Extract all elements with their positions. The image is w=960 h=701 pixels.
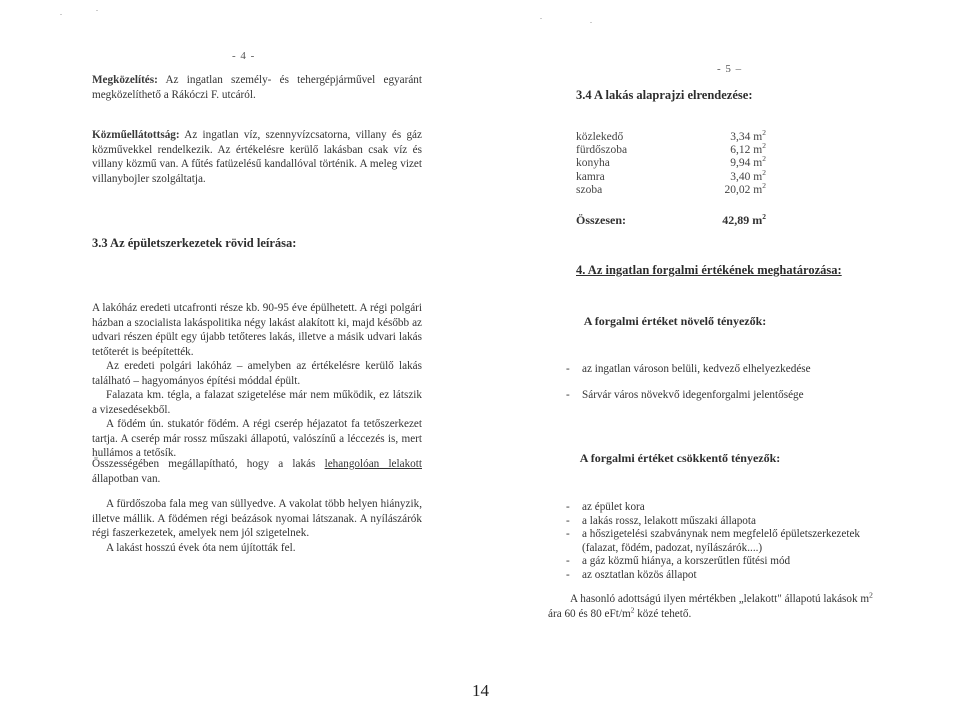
room-row <box>576 141 766 157</box>
room-area: 9,94 $m^2$ <box>730 154 766 170</box>
decrease-heading: A forgalmi értéket csökkentő tényezők: <box>579 451 781 465</box>
description-paragraph: A lakóház eredeti utcafronti része kb. 90-95 éve épülhetett. A régi polgári házban a szocialista lakáspolitika négy lakást alakított ki, majd később az udvari részen épült egy újabb tetőteres lakás, illetve a másik udvari lakás tetőterét is beépítették. <box>92 302 422 358</box>
section-heading-3-4: 3.4 A lakás alaprajzi elrendezése: <box>576 88 753 102</box>
right-page-number: - 5 – <box>717 63 743 75</box>
scan-speck <box>96 10 98 11</box>
summary-text: Összességében megállapítható, hogy a lakás <box>92 458 325 470</box>
list-item: - Sárvár város növekvő idegenforgalmi jelentősége <box>566 388 804 401</box>
room-area: 6,12 $m^2$ <box>730 141 766 157</box>
room-area: 3,34 $m^2$ <box>730 128 766 143</box>
room-name: konyha <box>576 157 610 170</box>
utilities-paragraph <box>92 128 422 186</box>
description-paragraph: Falazata km. tégla, a falazat szigetelése már nem működik, ez látszik a vizesedésekből. <box>92 389 422 416</box>
access-paragraph <box>92 73 422 102</box>
access-text: Az ingatlan személy- és tehergépjárművel egyaránt megközelíthető a Rákóczi F. utcáról. <box>92 74 422 101</box>
closing-paragraph: A hasonló adottságú ilyen mértékben „lelakott" állapotú lakások $m^2$ ára 60 és 80 eFt/$m^2$ közé tehető. <box>548 590 873 620</box>
decrease-list <box>566 501 900 582</box>
total-label: Összesen: <box>576 213 626 227</box>
room-area: 3,40 $m^2$ <box>730 167 766 183</box>
room-list <box>576 128 766 197</box>
footer-page-number: 14 <box>472 681 489 700</box>
room-name: szoba <box>576 183 603 196</box>
list-item: - az ingatlan városon belüli, kedvező elhelyezkedése <box>566 363 811 375</box>
summary-text-end: állapotban van. <box>92 472 161 485</box>
scan-speck <box>590 22 592 23</box>
building-description <box>92 301 422 461</box>
total-row <box>576 213 766 228</box>
section-heading-3-3: 3.3 Az épületszerkezetek rövid leírása: <box>92 236 297 250</box>
utilities-text: Az ingatlan víz, szennyvízcsatorna, villany és gáz közművekkel rendelkezik. Az értékelésre kerülő lakásban csak víz és villany közmű van. A fűtés fatüzelésű kandallóval történik. A meleg vizet villanybojler szolgáltatja. <box>92 129 422 185</box>
increase-list <box>566 363 896 402</box>
description-paragraph: Az eredeti polgári lakóház – amelyben az értékelésre kerülő lakás található – hagyományos építési móddal épült. <box>92 360 422 387</box>
list-item: - az épület kora <box>566 501 645 513</box>
room-row <box>576 180 766 197</box>
defects-paragraph: A lakást hosszú évek óta nem újították fel. <box>106 541 296 554</box>
room-name: közlekedő <box>576 131 624 143</box>
room-name: kamra <box>576 170 605 183</box>
room-row <box>576 167 766 184</box>
scan-speck <box>60 14 62 15</box>
defects-description <box>92 497 422 555</box>
room-area: 20,02 $m^2$ <box>724 180 766 196</box>
scan-speck <box>540 18 542 19</box>
room-name: fürdőszoba <box>576 144 628 157</box>
list-item: - az osztatlan közös állapot <box>566 568 697 581</box>
list-item: - a lakás rossz, lelakott műszaki állapota <box>566 514 756 527</box>
defects-paragraph: A fürdőszoba fala meg van süllyedve. A vakolat több helyen hiányzik, illetve mállik. A födémen régi beázások nyomai látszanak. A nyílászárók régi faszerkezetek, amelyek nem jól szigetelnek. <box>92 498 422 539</box>
total-value: 42,89 $m^2$ <box>722 212 766 227</box>
utilities-label: Közműellátottság: <box>92 129 180 141</box>
access-label: Megközelítés: <box>92 74 158 86</box>
summary-paragraph <box>92 457 422 486</box>
increase-heading: A forgalmi értéket növelő tényezők: <box>583 314 767 328</box>
left-page-number: - 4 - <box>232 50 256 62</box>
list-item: - a hőszigetelési szabványnak nem megfelelő épületszerkezetek (falazat, födém, padozat, nyílászárók....) <box>566 528 861 554</box>
list-item: - a gáz közmű hiánya, a korszerűtlen fűtési mód <box>566 555 791 567</box>
description-paragraph: A födém ún. stukatór födém. A régi cserép héjazatot fa tetőszerkezet tartja. A cserép már rossz műszaki állapotú, valószínű a léccezés is, mert hullámos a tetősík. <box>92 418 422 459</box>
room-row <box>576 128 766 144</box>
room-row <box>576 154 766 170</box>
summary-underlined: lehangolóan lelakott <box>324 458 422 470</box>
section-heading-4: 4. Az ingatlan forgalmi értékének meghatározása: <box>576 263 842 277</box>
